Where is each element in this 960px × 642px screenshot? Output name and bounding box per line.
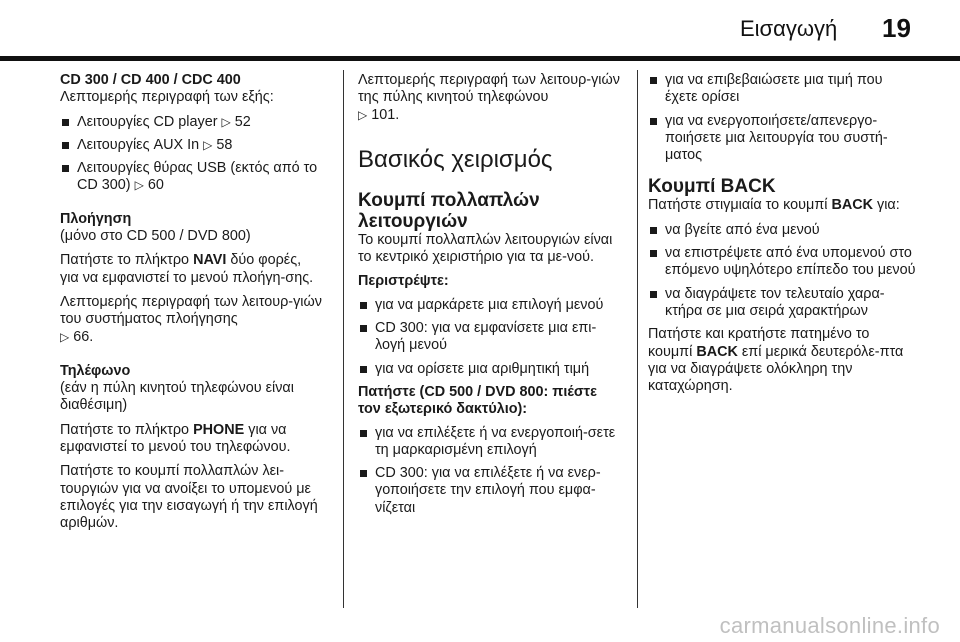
watermark: carmanualsonline.info [719,613,940,638]
phone-portal-intro: Λεπτομερής περιγραφή των λειτουρ-γιών της πύλης κινητού τηλεφώνου ▷ 101. [358,72,620,123]
list-item: για να μαρκάρετε μια επιλογή μενού [358,297,620,314]
list-item: Λειτουργίες AUX In ▷ 58 [60,137,322,154]
cd-intro: Λεπτομερής περιγραφή των εξής: [60,89,274,106]
list-item: για να επιλέξετε ή να ενεργοποιή-σετε τη μαρκαρισμένη επιλογή [358,425,620,460]
header-rule [0,56,960,61]
page-ref[interactable]: 101. [371,106,400,123]
back-button-heading: Κουμπί BACK [648,176,776,198]
list-item: να διαγράψετε τον τελευταίο χαρα-κτήρα σε μια σειρά χαρακτήρων [648,286,916,321]
phone-note: (εάν η πύλη κινητού τηλεφώνου είναι διαθέσιμη) [60,380,294,414]
phone-paragraph-2: Πατήστε το κουμπί πολλαπλών λει-τουργιών για να ανοίξει το υπομενού με επιλογές για την εισαγωγή ή την επιλογή αριθμών. [60,463,318,532]
ref-arrow-icon: ▷ [358,107,368,122]
list-item: CD 300: για να επιλέξετε ή να ενερ-γοποιήσετε την επιλογή που εμφα-νίζεται [358,465,620,517]
column-divider-1 [343,70,344,608]
back-key: BACK [696,343,738,360]
page-number: 19 [882,13,911,43]
back-intro: Πατήστε στιγμιαία το κουμπί BACK για: [648,197,900,214]
press-list-continued [648,72,916,164]
list-item: για να ορίσετε μια αριθμητική τιμή [358,361,620,378]
phone-key: PHONE [193,421,245,438]
list-item: να βγείτε από ένα μενού [648,222,916,239]
list-item: να επιστρέψετε από ένα υπομενού στο επόμενο υψηλότερο επίπεδο του μενού [648,245,916,280]
press-list [358,425,620,517]
rotate-heading: Περιστρέψτε: [358,273,449,290]
nav-note: (μόνο στο CD 500 / DVD 800) [60,228,251,245]
list-item: CD 300: για να εμφανίσετε μια επι-λογή μενού [358,320,620,355]
nav-heading: Πλοήγηση [60,210,132,227]
ref-arrow-icon: ▷ [134,178,144,193]
column-divider-2 [637,70,638,608]
multifunction-desc: Το κουμπί πολλαπλών λειτουργιών είναι το κεντρικό χειριστήριο για τα με-νού. [358,231,613,266]
ref-arrow-icon: ▷ [203,137,213,152]
back-key: BACK [831,197,874,214]
page-ref[interactable]: 60 [147,177,164,194]
list-item: για να ενεργοποιήσετε/απενεργο-ποιήσετε μια λειτουργία του συστή-ματος [648,113,916,165]
cd-list [60,114,322,195]
list-item: Λειτουργίες CD player ▷ 52 [60,114,322,131]
page-header-title: Εισαγωγή [740,16,838,41]
back-list [648,222,916,320]
basic-operation-heading: Βασικός χειρισμός [358,145,553,173]
phone-paragraph-1: Πατήστε το πλήκτρο PHONE για να εμφανιστεί το μενού του τηλεφώνου. [60,421,291,456]
column-1 [60,72,322,540]
nav-paragraph-1: Πατήστε το πλήκτρο NAVI δύο φορές, για να εμφανιστεί το μενού πλοήγη-σης. [60,252,314,286]
ref-arrow-icon: ▷ [221,114,231,129]
ref-arrow-icon: ▷ [60,329,70,344]
nav-paragraph-2: Λεπτομερής περιγραφή των λειτουρ-γιών του συστήματος πλοήγησης ▷ 66. [60,293,322,345]
list-item: για να επιβεβαιώσετε μια τιμή που έχετε ορίσει [648,72,916,107]
page-ref[interactable]: 66. [73,328,94,345]
rotate-list [358,297,620,378]
multifunction-knob-heading: Κουμπί πολλαπλών λειτουργιών [358,189,540,232]
navi-key: NAVI [193,252,227,269]
back-hold-paragraph: Πατήστε και κρατήστε πατημένο το κουμπί BACK επί μερικά δευτερόλε-πτα για να διαγράψετε ολόκληρη την καταχώρηση. [648,326,904,395]
cd-heading: CD 300 / CD 400 / CDC 400 [60,72,241,88]
page-ref[interactable]: 52 [234,113,251,130]
phone-heading: Τηλέφωνο [60,362,131,379]
column-2 [358,72,620,523]
column-3 [648,72,916,402]
list-item: Λειτουργίες θύρας USB (εκτός από το CD 300) ▷ 60 [60,160,322,195]
press-heading: Πατήστε (CD 500 / DVD 800: πιέστε τον εξωτερικό δακτύλιο): [358,383,597,418]
page-ref[interactable]: 58 [216,136,233,153]
